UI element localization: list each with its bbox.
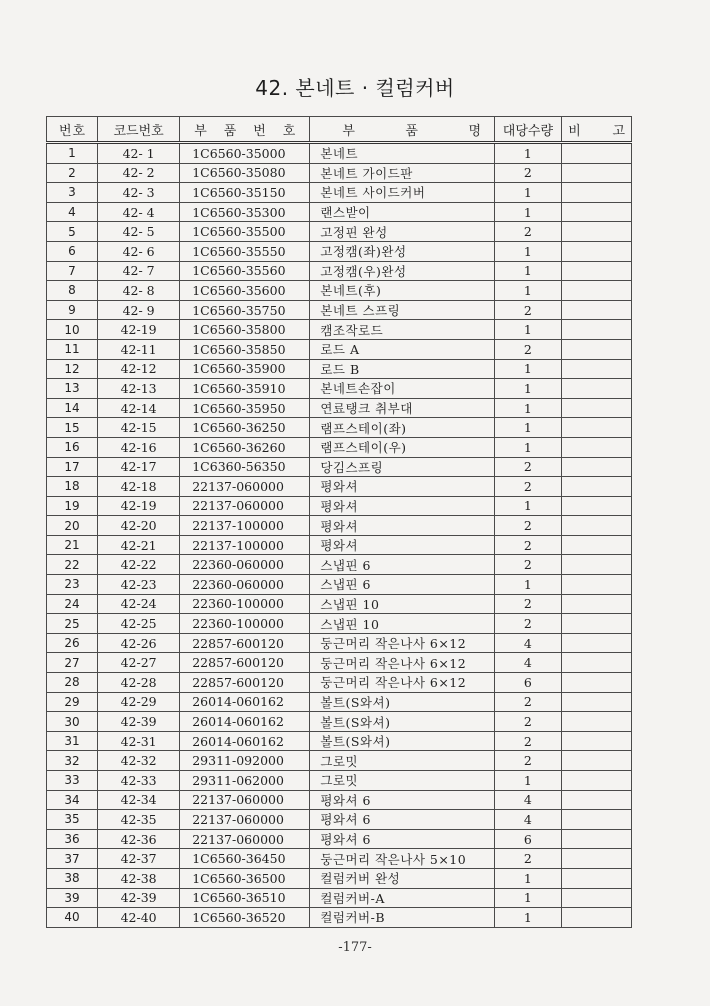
part-name-cell: 랜스받이 <box>310 202 494 222</box>
table-row <box>47 398 632 418</box>
part-name-cell: 평와셔 6 <box>310 810 494 830</box>
note-cell <box>562 496 632 516</box>
note-cell <box>562 437 632 457</box>
quantity-cell: 2 <box>494 751 562 771</box>
table-row <box>47 810 632 830</box>
quantity-cell: 4 <box>494 790 562 810</box>
part-name-cell: 본네트 사이드커버 <box>310 183 494 203</box>
table-row <box>47 575 632 595</box>
part-number-cell: 22360-060000 <box>180 555 310 575</box>
table-row <box>47 359 632 379</box>
quantity-cell: 1 <box>494 496 562 516</box>
quantity-cell: 1 <box>494 320 562 340</box>
part-name-cell: 평와셔 <box>310 496 494 516</box>
code-number-cell: 42-33 <box>98 771 180 791</box>
table-row <box>47 183 632 203</box>
header-code: 코드번호 <box>98 117 180 143</box>
part-number-cell: 1C6560-36250 <box>180 418 310 438</box>
quantity-cell: 1 <box>494 908 562 928</box>
part-name-cell: 당김스프링 <box>310 457 494 477</box>
part-name-cell: 평와셔 <box>310 477 494 497</box>
row-number-cell: 27 <box>47 653 98 673</box>
row-number-cell: 1 <box>47 143 98 164</box>
quantity-cell: 1 <box>494 868 562 888</box>
row-number-cell: 15 <box>47 418 98 438</box>
code-number-cell: 42-34 <box>98 790 180 810</box>
table-row <box>47 143 632 164</box>
note-cell <box>562 202 632 222</box>
part-name-cell: 평와셔 6 <box>310 790 494 810</box>
row-number-cell: 2 <box>47 163 98 183</box>
note-cell <box>562 673 632 693</box>
row-number-cell: 12 <box>47 359 98 379</box>
part-number-cell: 26014-060162 <box>180 731 310 751</box>
page-title: 42. 본네트 · 컬럼커버 <box>255 76 455 100</box>
part-number-cell: 1C6560-35850 <box>180 339 310 359</box>
part-number-cell: 1C6360-56350 <box>180 457 310 477</box>
table-row <box>47 496 632 516</box>
table-row <box>47 633 632 653</box>
code-number-cell: 42- 4 <box>98 202 180 222</box>
part-name-cell: 캠조작로드 <box>310 320 494 340</box>
quantity-cell: 1 <box>494 183 562 203</box>
row-number-cell: 20 <box>47 516 98 536</box>
table-row <box>47 418 632 438</box>
quantity-cell: 4 <box>494 633 562 653</box>
note-cell <box>562 379 632 399</box>
row-number-cell: 37 <box>47 849 98 869</box>
note-cell <box>562 790 632 810</box>
quantity-cell: 1 <box>494 241 562 261</box>
row-number-cell: 7 <box>47 261 98 281</box>
quantity-cell: 1 <box>494 437 562 457</box>
note-cell <box>562 692 632 712</box>
table-row <box>47 202 632 222</box>
table-row <box>47 594 632 614</box>
quantity-cell: 2 <box>494 555 562 575</box>
quantity-cell: 6 <box>494 829 562 849</box>
part-name-cell: 로드 B <box>310 359 494 379</box>
part-number-cell: 1C6560-36450 <box>180 849 310 869</box>
note-cell <box>562 653 632 673</box>
code-number-cell: 42-39 <box>98 712 180 732</box>
quantity-cell: 1 <box>494 575 562 595</box>
part-number-cell: 22137-060000 <box>180 829 310 849</box>
note-cell <box>562 535 632 555</box>
code-number-cell: 42-19 <box>98 320 180 340</box>
row-number-cell: 33 <box>47 771 98 791</box>
table-row <box>47 888 632 908</box>
part-number-cell: 22360-100000 <box>180 594 310 614</box>
part-number-cell: 1C6560-35000 <box>180 143 310 164</box>
quantity-cell: 2 <box>494 339 562 359</box>
part-number-cell: 22857-600120 <box>180 633 310 653</box>
row-number-cell: 35 <box>47 810 98 830</box>
row-number-cell: 25 <box>47 614 98 634</box>
code-number-cell: 42-27 <box>98 653 180 673</box>
note-cell <box>562 359 632 379</box>
quantity-cell: 1 <box>494 359 562 379</box>
part-name-cell: 둥근머리 작은나사 5×10 <box>310 849 494 869</box>
table-row <box>47 320 632 340</box>
quantity-cell: 1 <box>494 771 562 791</box>
note-cell <box>562 320 632 340</box>
quantity-cell: 2 <box>494 163 562 183</box>
code-number-cell: 42-29 <box>98 692 180 712</box>
table-row <box>47 849 632 869</box>
row-number-cell: 26 <box>47 633 98 653</box>
table-row <box>47 712 632 732</box>
code-number-cell: 42-15 <box>98 418 180 438</box>
note-cell <box>562 398 632 418</box>
part-name-cell: 고정캠(좌)완성 <box>310 241 494 261</box>
part-number-cell: 1C6560-36260 <box>180 437 310 457</box>
row-number-cell: 24 <box>47 594 98 614</box>
row-number-cell: 8 <box>47 281 98 301</box>
quantity-cell: 1 <box>494 261 562 281</box>
code-number-cell: 42-18 <box>98 477 180 497</box>
note-cell <box>562 222 632 242</box>
table-row <box>47 163 632 183</box>
code-number-cell: 42- 7 <box>98 261 180 281</box>
quantity-cell: 2 <box>494 477 562 497</box>
part-number-cell: 1C6560-35800 <box>180 320 310 340</box>
row-number-cell: 21 <box>47 535 98 555</box>
row-number-cell: 18 <box>47 477 98 497</box>
code-number-cell: 42-17 <box>98 457 180 477</box>
table-row <box>47 790 632 810</box>
code-number-cell: 42-24 <box>98 594 180 614</box>
row-number-cell: 29 <box>47 692 98 712</box>
note-cell <box>562 751 632 771</box>
part-number-cell: 22360-100000 <box>180 614 310 634</box>
row-number-cell: 32 <box>47 751 98 771</box>
quantity-cell: 2 <box>494 222 562 242</box>
row-number-cell: 6 <box>47 241 98 261</box>
code-number-cell: 42-40 <box>98 908 180 928</box>
part-number-cell: 1C6560-35150 <box>180 183 310 203</box>
row-number-cell: 17 <box>47 457 98 477</box>
part-name-cell: 컬럼커버-B <box>310 908 494 928</box>
note-cell <box>562 633 632 653</box>
note-cell <box>562 731 632 751</box>
row-number-cell: 14 <box>47 398 98 418</box>
row-number-cell: 38 <box>47 868 98 888</box>
part-name-cell: 본네트(후) <box>310 281 494 301</box>
part-number-cell: 26014-060162 <box>180 692 310 712</box>
part-name-cell: 고정캠(우)완성 <box>310 261 494 281</box>
note-cell <box>562 555 632 575</box>
note-cell <box>562 300 632 320</box>
table-row <box>47 241 632 261</box>
part-number-cell: 29311-092000 <box>180 751 310 771</box>
quantity-cell: 2 <box>494 614 562 634</box>
row-number-cell: 22 <box>47 555 98 575</box>
row-number-cell: 10 <box>47 320 98 340</box>
code-number-cell: 42-14 <box>98 398 180 418</box>
table-row <box>47 222 632 242</box>
quantity-cell: 2 <box>494 594 562 614</box>
row-number-cell: 36 <box>47 829 98 849</box>
table-row <box>47 908 632 928</box>
note-cell <box>562 868 632 888</box>
code-number-cell: 42-32 <box>98 751 180 771</box>
note-cell <box>562 477 632 497</box>
code-number-cell: 42-37 <box>98 849 180 869</box>
header-note: 비 고 <box>562 117 632 143</box>
row-number-cell: 30 <box>47 712 98 732</box>
table-row <box>47 261 632 281</box>
part-name-cell: 스냅핀 6 <box>310 555 494 575</box>
code-number-cell: 42- 1 <box>98 143 180 164</box>
part-number-cell: 22857-600120 <box>180 653 310 673</box>
note-cell <box>562 829 632 849</box>
code-number-cell: 42-35 <box>98 810 180 830</box>
quantity-cell: 1 <box>494 888 562 908</box>
table-row <box>47 868 632 888</box>
part-name-cell: 평와셔 <box>310 516 494 536</box>
note-cell <box>562 261 632 281</box>
note-cell <box>562 183 632 203</box>
quantity-cell: 2 <box>494 300 562 320</box>
note-cell <box>562 594 632 614</box>
note-cell <box>562 241 632 261</box>
quantity-cell: 1 <box>494 418 562 438</box>
part-name-cell: 스냅핀 6 <box>310 575 494 595</box>
note-cell <box>562 810 632 830</box>
part-name-cell: 평와셔 <box>310 535 494 555</box>
code-number-cell: 42- 8 <box>98 281 180 301</box>
row-number-cell: 34 <box>47 790 98 810</box>
part-name-cell: 연료탱크 취부대 <box>310 398 494 418</box>
code-number-cell: 42- 2 <box>98 163 180 183</box>
quantity-cell: 1 <box>494 143 562 164</box>
row-number-cell: 4 <box>47 202 98 222</box>
part-name-cell: 볼트(S와셔) <box>310 731 494 751</box>
code-number-cell: 42-31 <box>98 731 180 751</box>
row-number-cell: 16 <box>47 437 98 457</box>
part-number-cell: 1C6560-35910 <box>180 379 310 399</box>
quantity-cell: 2 <box>494 457 562 477</box>
part-name-cell: 본네트 <box>310 143 494 164</box>
part-number-cell: 22137-060000 <box>180 477 310 497</box>
table-row <box>47 673 632 693</box>
header-no: 번 호 <box>47 117 98 143</box>
row-number-cell: 9 <box>47 300 98 320</box>
note-cell <box>562 163 632 183</box>
quantity-cell: 1 <box>494 398 562 418</box>
part-name-cell: 본네트손잡이 <box>310 379 494 399</box>
quantity-cell: 2 <box>494 516 562 536</box>
part-name-cell: 볼트(S와셔) <box>310 712 494 732</box>
part-number-cell: 22857-600120 <box>180 673 310 693</box>
code-number-cell: 42-19 <box>98 496 180 516</box>
note-cell <box>562 575 632 595</box>
part-name-cell: 그로밋 <box>310 751 494 771</box>
table-row <box>47 731 632 751</box>
part-number-cell: 26014-060162 <box>180 712 310 732</box>
part-number-cell: 1C6560-35500 <box>180 222 310 242</box>
table-row <box>47 339 632 359</box>
table-row <box>47 379 632 399</box>
note-cell <box>562 888 632 908</box>
table-row <box>47 555 632 575</box>
quantity-cell: 4 <box>494 653 562 673</box>
code-number-cell: 42-21 <box>98 535 180 555</box>
code-number-cell: 42-26 <box>98 633 180 653</box>
note-cell <box>562 418 632 438</box>
table-row <box>47 516 632 536</box>
part-number-cell: 1C6560-35560 <box>180 261 310 281</box>
part-name-cell: 로드 A <box>310 339 494 359</box>
code-number-cell: 42-20 <box>98 516 180 536</box>
part-name-cell: 본네트 스프링 <box>310 300 494 320</box>
part-name-cell: 둥근머리 작은나사 6×12 <box>310 653 494 673</box>
part-number-cell: 1C6560-36510 <box>180 888 310 908</box>
part-name-cell: 둥근머리 작은나사 6×12 <box>310 633 494 653</box>
header-qty: 대당수량 <box>494 117 562 143</box>
quantity-cell: 2 <box>494 849 562 869</box>
quantity-cell: 2 <box>494 535 562 555</box>
quantity-cell: 2 <box>494 731 562 751</box>
code-number-cell: 42- 9 <box>98 300 180 320</box>
code-number-cell: 42-11 <box>98 339 180 359</box>
code-number-cell: 42-12 <box>98 359 180 379</box>
note-cell <box>562 143 632 164</box>
table-row <box>47 300 632 320</box>
row-number-cell: 19 <box>47 496 98 516</box>
table-row <box>47 692 632 712</box>
table-header-row <box>47 117 632 143</box>
quantity-cell: 2 <box>494 692 562 712</box>
row-number-cell: 40 <box>47 908 98 928</box>
part-name-cell: 그로밋 <box>310 771 494 791</box>
part-name-cell: 고정핀 완성 <box>310 222 494 242</box>
note-cell <box>562 712 632 732</box>
parts-table <box>46 116 632 928</box>
part-number-cell: 1C6560-35300 <box>180 202 310 222</box>
table-row <box>47 477 632 497</box>
code-number-cell: 42-23 <box>98 575 180 595</box>
table-row <box>47 457 632 477</box>
page-number: -177- <box>338 940 372 955</box>
row-number-cell: 13 <box>47 379 98 399</box>
part-name-cell: 스냅핀 10 <box>310 614 494 634</box>
part-number-cell: 22137-100000 <box>180 535 310 555</box>
part-number-cell: 22360-060000 <box>180 575 310 595</box>
row-number-cell: 11 <box>47 339 98 359</box>
part-name-cell: 램프스테이(우) <box>310 437 494 457</box>
quantity-cell: 1 <box>494 379 562 399</box>
part-number-cell: 22137-060000 <box>180 496 310 516</box>
part-number-cell: 22137-060000 <box>180 810 310 830</box>
note-cell <box>562 457 632 477</box>
code-number-cell: 42-28 <box>98 673 180 693</box>
part-name-cell: 본네트 가이드판 <box>310 163 494 183</box>
code-number-cell: 42-16 <box>98 437 180 457</box>
row-number-cell: 5 <box>47 222 98 242</box>
code-number-cell: 42-39 <box>98 888 180 908</box>
row-number-cell: 28 <box>47 673 98 693</box>
code-number-cell: 42- 6 <box>98 241 180 261</box>
row-number-cell: 39 <box>47 888 98 908</box>
part-number-cell: 1C6560-35750 <box>180 300 310 320</box>
code-number-cell: 42- 3 <box>98 183 180 203</box>
table-row <box>47 437 632 457</box>
quantity-cell: 1 <box>494 202 562 222</box>
note-cell <box>562 516 632 536</box>
note-cell <box>562 771 632 791</box>
part-number-cell: 1C6560-35950 <box>180 398 310 418</box>
code-number-cell: 42-38 <box>98 868 180 888</box>
part-number-cell: 22137-060000 <box>180 790 310 810</box>
table-body <box>47 143 632 928</box>
part-number-cell: 1C6560-35600 <box>180 281 310 301</box>
note-cell <box>562 908 632 928</box>
part-name-cell: 컬럼커버 완성 <box>310 868 494 888</box>
table-row <box>47 771 632 791</box>
table-row <box>47 653 632 673</box>
note-cell <box>562 281 632 301</box>
note-cell <box>562 614 632 634</box>
table-row <box>47 281 632 301</box>
header-part-number: 부 품 번 호 <box>180 117 310 143</box>
table-row <box>47 535 632 555</box>
part-name-cell: 스냅핀 10 <box>310 594 494 614</box>
code-number-cell: 42-36 <box>98 829 180 849</box>
table-row <box>47 829 632 849</box>
quantity-cell: 4 <box>494 810 562 830</box>
part-name-cell: 둥근머리 작은나사 6×12 <box>310 673 494 693</box>
part-number-cell: 1C6560-35550 <box>180 241 310 261</box>
quantity-cell: 1 <box>494 281 562 301</box>
code-number-cell: 42-25 <box>98 614 180 634</box>
table-row <box>47 751 632 771</box>
header-part-name: 부 품 명 <box>310 117 494 143</box>
part-name-cell: 볼트(S와셔) <box>310 692 494 712</box>
note-cell <box>562 849 632 869</box>
part-name-cell: 램프스테이(좌) <box>310 418 494 438</box>
code-number-cell: 42-13 <box>98 379 180 399</box>
quantity-cell: 6 <box>494 673 562 693</box>
part-number-cell: 1C6560-35900 <box>180 359 310 379</box>
part-name-cell: 평와셔 6 <box>310 829 494 849</box>
part-name-cell: 컬럼커버-A <box>310 888 494 908</box>
part-number-cell: 1C6560-36520 <box>180 908 310 928</box>
part-number-cell: 1C6560-36500 <box>180 868 310 888</box>
code-number-cell: 42- 5 <box>98 222 180 242</box>
row-number-cell: 3 <box>47 183 98 203</box>
row-number-cell: 23 <box>47 575 98 595</box>
part-number-cell: 1C6560-35080 <box>180 163 310 183</box>
row-number-cell: 31 <box>47 731 98 751</box>
note-cell <box>562 339 632 359</box>
code-number-cell: 42-22 <box>98 555 180 575</box>
part-number-cell: 22137-100000 <box>180 516 310 536</box>
table-row <box>47 614 632 634</box>
part-number-cell: 29311-062000 <box>180 771 310 791</box>
quantity-cell: 2 <box>494 712 562 732</box>
